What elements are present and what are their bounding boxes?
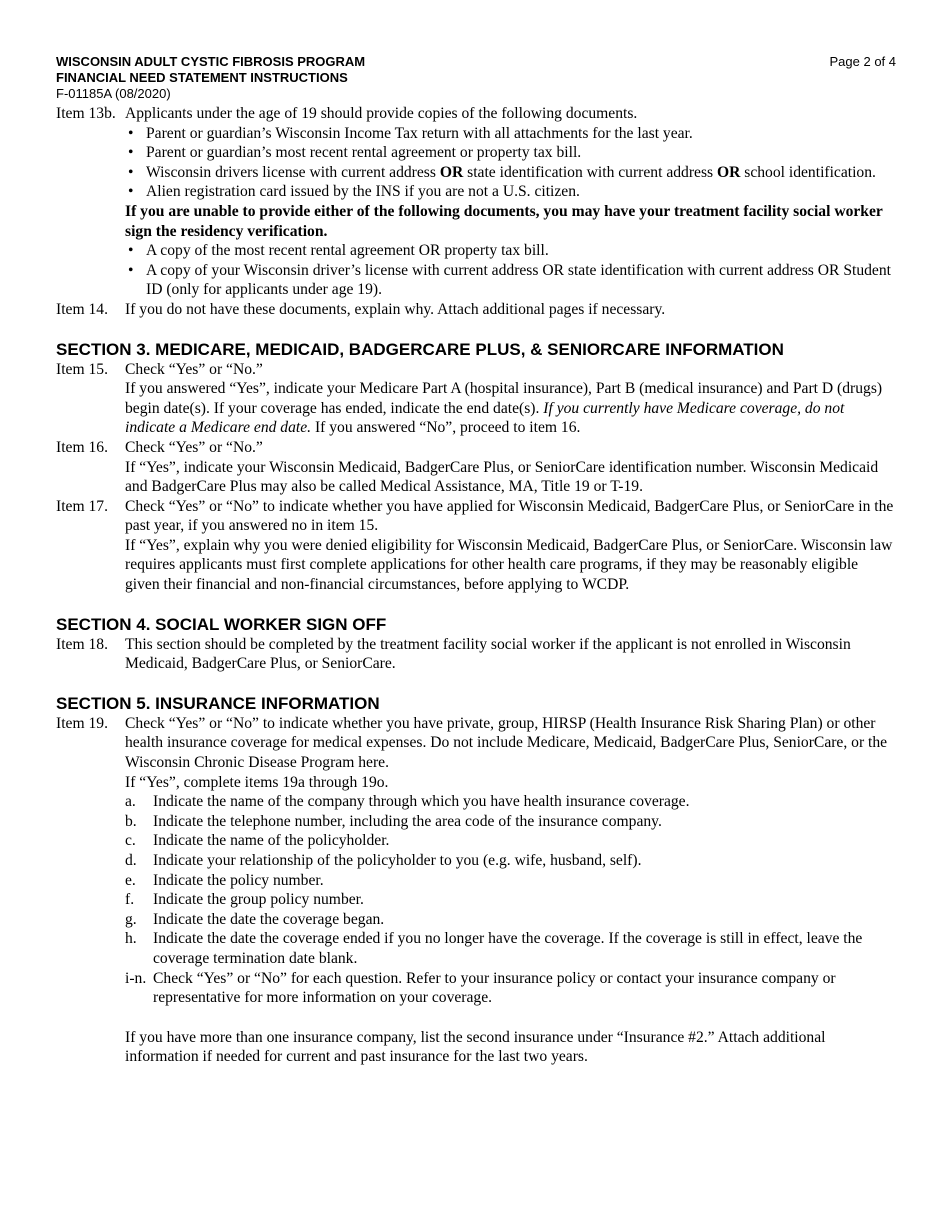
- document-page: [56, 54, 896, 1067]
- item-label: Item 15.: [56, 360, 108, 378]
- residency-note: If you are unable to provide either of the following documents, you may have your treatment facility social worker sign the residency verification.: [125, 202, 883, 240]
- list-item: • Parent or guardian’s most recent rental agreement or property tax bill.: [128, 144, 582, 162]
- bullet-icon: •: [128, 163, 134, 181]
- document-header: [56, 54, 896, 102]
- item-16: Item 16. Check “Yes” or “No.” If “Yes”, indicate your Wisconsin Medicaid, BadgerCare Plus, or SeniorCare identification number. Wisconsin Medicaid and BadgerCare Plus may also be called Medical Assistance, MA, Title 19 or T-19.: [56, 438, 879, 496]
- list-item: • Parent or guardian’s Wisconsin Income Tax return with all attachments for the last year.: [128, 124, 693, 142]
- list-item: • Wisconsin drivers license with current address OR state identification with current address OR school identification.: [128, 163, 876, 181]
- document-title: FINANCIAL NEED STATEMENT INSTRUCTIONS: [56, 70, 348, 85]
- form-number: F-01185A (08/2020): [56, 86, 171, 101]
- item-label: Item 18.: [56, 635, 108, 653]
- sub-item: c. Indicate the name of the policyholder.: [125, 832, 390, 850]
- item-13b-intro: Applicants under the age of 19 should provide copies of the following documents.: [125, 105, 638, 122]
- sub-item: d. Indicate your relationship of the policyholder to you (e.g. wife, husband, self).: [125, 852, 642, 869]
- bullet-icon: •: [128, 183, 134, 201]
- item-13b: [56, 104, 896, 300]
- list-item: • A copy of your Wisconsin driver’s license with current address OR state identification with current address OR Student ID (only for applicants under age 19).: [128, 261, 891, 299]
- item-18: Item 18. This section should be completed by the treatment facility social worker if the applicant is not enrolled in Wisconsin Medicaid, BadgerCare Plus, or SeniorCare.: [56, 635, 851, 673]
- sub-item: a. Indicate the name of the company through which you have health insurance coverage.: [125, 793, 690, 811]
- list-item: • Alien registration card issued by the INS if you are not a U.S. citizen.: [128, 183, 580, 201]
- item-label: Item 19.: [56, 714, 108, 732]
- item-label: Item 14.: [56, 300, 108, 318]
- sub-item: b. Indicate the telephone number, including the area code of the insurance company.: [125, 812, 662, 830]
- section-3-title: SECTION 3. MEDICARE, MEDICAID, BADGERCARE PLUS, & SENIORCARE INFORMATION: [56, 339, 784, 359]
- sub-item: f. Indicate the group policy number.: [125, 891, 364, 909]
- list-item: • A copy of the most recent rental agreement OR property tax bill.: [128, 242, 549, 260]
- program-name: WISCONSIN ADULT CYSTIC FIBROSIS PROGRAM: [56, 54, 366, 69]
- section-4-title: SECTION 4. SOCIAL WORKER SIGN OFF: [56, 614, 387, 634]
- sub-item-i-n: i-n. Check “Yes” or “No” for each question. Refer to your insurance policy or contact your insurance company or representative for more information on your coverage.: [125, 969, 836, 1007]
- bullet-icon: •: [128, 144, 134, 162]
- bullet-icon: •: [128, 124, 134, 142]
- item-label: Item 13b.: [56, 105, 116, 122]
- closing-note: If you have more than one insurance company, list the second insurance under “Insurance #2.” Attach additional information if needed for current and past insurance for the last two years.: [125, 1028, 826, 1066]
- section-5-title: SECTION 5. INSURANCE INFORMATION: [56, 693, 380, 713]
- bullet-icon: •: [128, 242, 134, 260]
- sub-item: e. Indicate the policy number.: [125, 871, 324, 889]
- page-number: Page 2 of 4: [829, 54, 896, 69]
- item-17: Item 17. Check “Yes” or “No” to indicate whether you have applied for Wisconsin Medicaid, BadgerCare Plus, or SeniorCare in the past year, if you answered no in item 15. If “Yes”, explain why you were denied eligibility for Wisconsin Medicaid, BadgerCare Plus, or SeniorCare. Wisconsin law requires applicants must first complete applications for other health care programs, if they may be reasonably eligible given their financial and non-financial circumstances, before applying to WCDP.: [56, 497, 894, 594]
- item-label: Item 16.: [56, 438, 108, 456]
- bullet-icon: •: [128, 261, 134, 279]
- item-14: Item 14. If you do not have these documents, explain why. Attach additional pages if necessary.: [56, 300, 666, 318]
- item-15: Item 15. Check “Yes” or “No.” If you answered “Yes”, indicate your Medicare Part A (hospital insurance), Part B (medical insurance) and Part D (drugs) begin date(s). If your coverage has ended, indicate the end date(s). If you currently have Medicare coverage, do not indicate a Medicare end date. If you answered “No”, proceed to item 16.: [56, 360, 883, 437]
- item-label: Item 17.: [56, 497, 108, 515]
- item-19: Item 19. Check “Yes” or “No” to indicate whether you have private, group, HIRSP (Health Insurance Risk Sharing Plan) or other health insurance coverage for medical expenses. Do not include Medicare, Medicaid, BadgerCare Plus, SeniorCare, or the Wisconsin Chronic Disease Program here. If “Yes”, complete items 19a through 19o. a. Indicate the name of the company through which you have health insurance coverage. b. Indicate the telephone number, including the area code of the insurance company. c. Indicate the name of the policyholder. d. Indicate your relationship of the policyholder to you (e.g. wife, husband, self). e. Indicate the policy number. f. Indicate the group policy number. g. Indicate the date the coverage began. h. Indicate the date the coverage ended if you no longer have the coverage. If the coverage is still in effect, leave the coverage termination date blank. i-n. Check “Yes” or “No” for each question. Refer to your insurance policy or contact your insurance company or representative for more information on your coverage. If you have more than one insurance company, list the second insurance under “Insurance #2.” Attach additional information if needed for current and past insurance for the last two years.: [56, 714, 896, 1067]
- sub-item: h. Indicate the date the coverage ended if you no longer have the coverage. If the coverage is still in effect, leave the coverage termination date blank.: [125, 930, 863, 967]
- sub-item: g. Indicate the date the coverage began.: [125, 910, 385, 928]
